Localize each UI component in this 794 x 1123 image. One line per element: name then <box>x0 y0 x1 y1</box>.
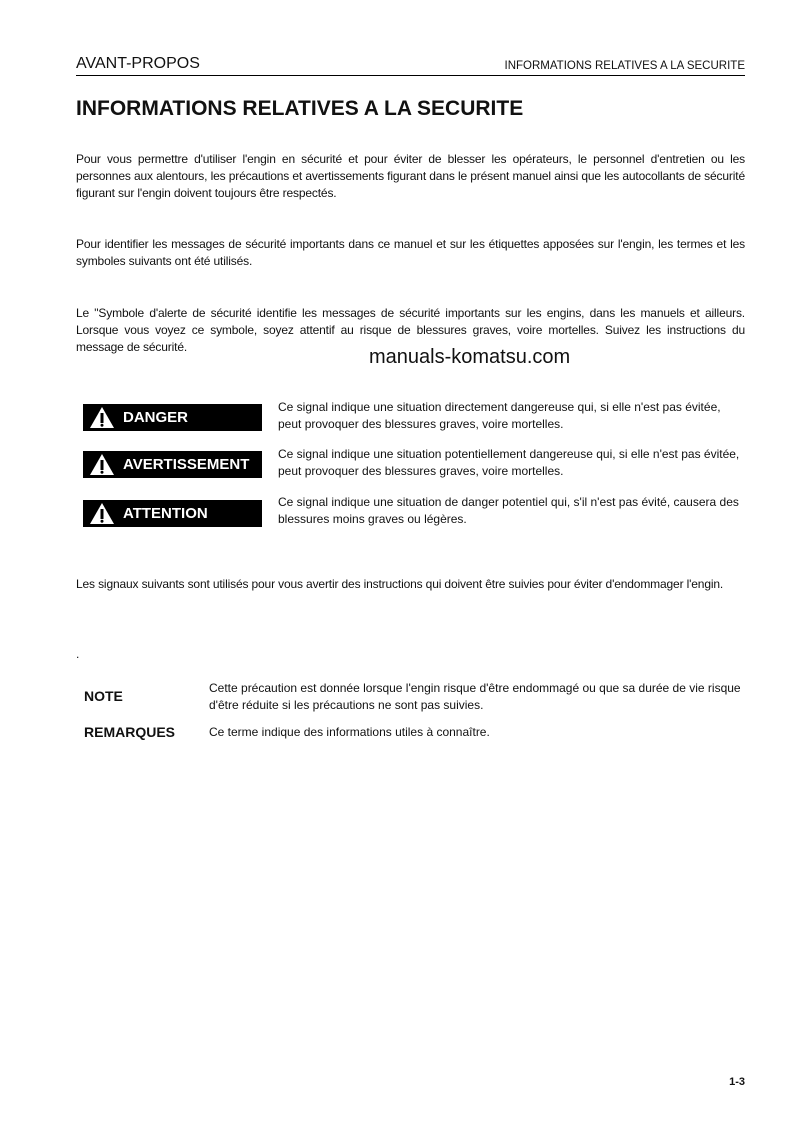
page-number: 1-3 <box>729 1076 745 1088</box>
warning-triangle-icon <box>89 453 115 476</box>
warning-triangle-icon <box>89 406 115 429</box>
stray-dot: . <box>76 647 80 661</box>
signal-danger <box>83 404 262 431</box>
signal-description: Ce signal indique une situation potentiellement dangereuse qui, si elle n'est pas évitée, peut provoquer des blessures graves, voire mortelles. <box>278 447 740 478</box>
header-divider <box>76 75 745 76</box>
watermark: manuals-komatsu.com <box>369 346 571 368</box>
paragraph-signals: Les signaux suivants sont utilisés pour vous avertir des instructions qui doivent être suivies pour éviter d'endommager l'engin. <box>76 577 724 591</box>
signal-attention <box>83 500 262 527</box>
term-remarques-text: Ce terme indique des informations utiles à connaître. <box>209 725 490 739</box>
paragraph-symbol: Le "Symbole d'alerte de sécurité identifie les messages de sécurité importants sur les engins, dans les manuels et ailleurs. Lorsque vous voyez ce symbole, soyez attentif au risque de blessures graves, voire mortelles. Suivez les instructions du message de sécurité. <box>76 306 745 354</box>
term-remarques: REMARQUES <box>84 724 176 740</box>
term-note-text: Cette précaution est donnée lorsque l'engin risque d'être endommagé ou que sa durée de vie risque d'être réduite si les précautions ne sont pas suivies. <box>209 681 741 712</box>
paragraph-identify: Pour identifier les messages de sécurité importants dans ce manuel et sur les étiquettes apposées sur l'engin, les termes et les symboles suivants ont été utilisés. <box>76 237 745 268</box>
page-title: INFORMATIONS RELATIVES A LA SECURITE <box>76 97 524 120</box>
signal-label: DANGER <box>123 409 189 426</box>
warning-triangle-icon <box>89 502 115 525</box>
signal-label: ATTENTION <box>123 505 208 522</box>
signal-description: Ce signal indique une situation de danger potentiel qui, s'il n'est pas évité, causera des blessures moins graves ou légères. <box>278 495 739 526</box>
term-note: NOTE <box>84 688 123 704</box>
header-running-title: INFORMATIONS RELATIVES A LA SECURITE <box>504 60 745 72</box>
signal-description: Ce signal indique une situation directement dangereuse qui, si elle n'est pas évitée, peut provoquer des blessures graves, voire mortelles. <box>278 400 721 431</box>
header-section: AVANT-PROPOS <box>76 55 200 72</box>
paragraph-intro: Pour vous permettre d'utiliser l'engin en sécurité et pour éviter de blesser les opérateurs, le personnel d'entretien ou les personnes aux alentours, les précautions et avertissements figurant dans le présent manuel ainsi que les autocollants de sécurité figurant sur l'engin doivent toujours être respectés. <box>76 152 745 200</box>
signal-avertissement <box>83 451 262 478</box>
signal-label: AVERTISSEMENT <box>123 456 250 473</box>
